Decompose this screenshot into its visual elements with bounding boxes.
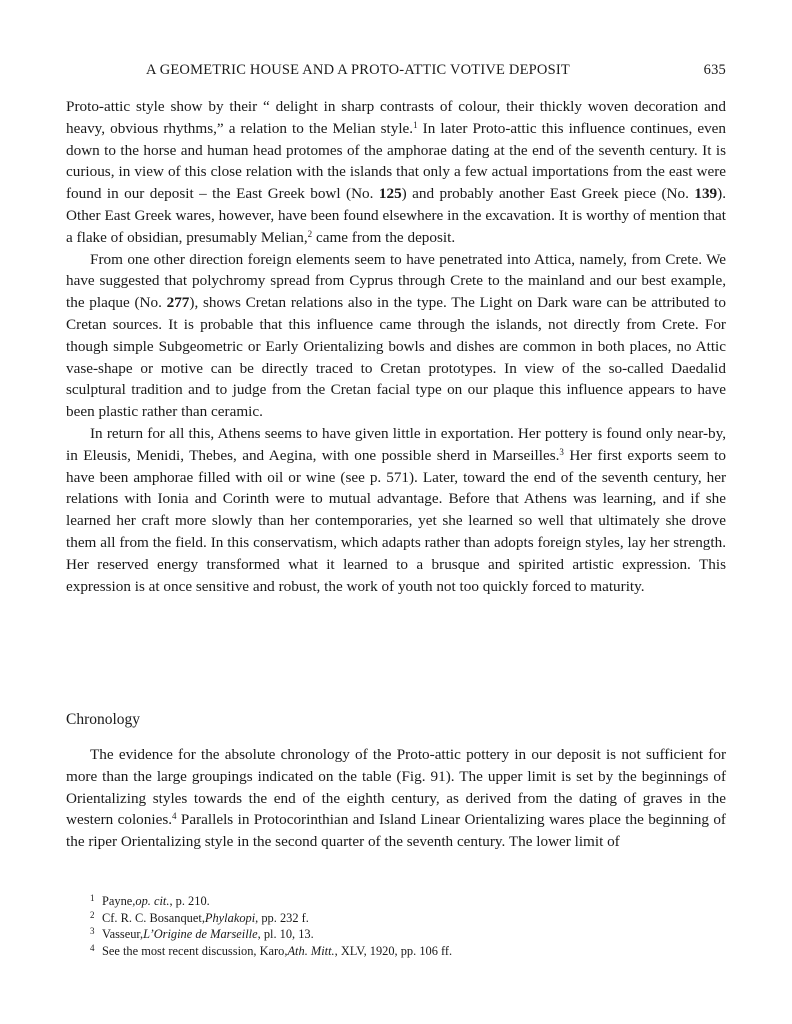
text-run: Her first exports seem to have been amphorae filled with oil or wine (see p. 571). Later, toward the end of the seventh century, her relations with Ionia and Corinth were to mutual advantage. Before that Athens was learning, and if she learned her craft more slowly than her contemporaries, yet she learned so well that ultimately she drove them all from the field. In this conservatism, which adapts rather than adopts foreign styles, lay her strength. Her reserved energy transformed what it learned to a brusque and spirited artistic expression. This expression is at once sensitive and robust, the work of youth not too quickly forced to maturity. [66, 446, 726, 595]
paragraph-2 [66, 249, 726, 423]
text-run: , p. 210. [169, 894, 210, 908]
text-run: , pp. 232 f. [255, 910, 309, 925]
catalogue-number: 277 [166, 294, 190, 312]
italic-title: L’Origine de Marseille [143, 927, 258, 942]
footnote-ref: 1 [413, 119, 418, 130]
text-run: See the most recent discussion, Karo, [102, 943, 288, 958]
paragraph-4 [66, 744, 726, 853]
footnote [90, 926, 730, 943]
body-text-continued [66, 744, 726, 853]
text-run: The evidence for the absolute chronology of the Proto-attic pottery in our deposit is not sufficient for more than the large groupings indicated on the table (Fig. 91). The upper limit is set by the beginnings of Orientalizing styles towards the end of the eighth century, as derived from the dating of graves in the western colonies. [66, 746, 726, 829]
text-run: ), shows Cretan relations also in the type. The Light on Dark ware can be attributed to Cretan sources. It is probable that this influence came through the islands, not directly from Crete. For though simple Subgeometric or Early Orientalizing bowls and dishes are common in both places, no Attic vase-shape or motive can be directly traced to Cretan prototypes. In view of the so-called Daedalid sculptural tradition and to judge from the Cretan facial type on our plaque this influence appears to have been plastic rather than ceramic. [66, 294, 726, 421]
italic-title: Phylakopi [204, 910, 256, 925]
text-run: , XLV, 1920, pp. 106 ff. [334, 943, 453, 958]
catalogue-number: 139 [694, 185, 718, 203]
text-run: Payne, [102, 894, 136, 908]
text-run: ) and probably another East Greek piece (No. [401, 185, 695, 203]
page-number: 635 [703, 62, 726, 78]
footnote-mark: 2 [90, 909, 95, 920]
text-run: Cf. R. C. Bosanquet, [102, 910, 205, 925]
italic-title: op. cit. [135, 894, 170, 908]
footnote [90, 893, 730, 910]
running-head [66, 62, 726, 84]
paragraph-3 [66, 423, 726, 597]
footnote [90, 910, 730, 927]
text-run: In return for all this, Athens seems to have given little in exportation. Her pottery is found only near-by, in Eleusis, Menidi, Thebes, and Aegina, with one possible sherd in Marseilles. [66, 424, 726, 464]
footnote-ref: 2 [307, 228, 313, 239]
text-run: From one other direction foreign elements seem to have penetrated into Attica, namely, from Crete. We have suggested that polychromy spread from Cyprus through Crete to the mainland and our best example, the plaque (No. [66, 250, 726, 312]
text-run: Parallels in Protocorinthian and Island Linear Orientalizing wares place the beginning of the riper Orientalizing style in the second quarter of the seventh century. The lower limit of [66, 811, 726, 851]
footnote-mark: 1 [90, 893, 95, 903]
footnote-ref: 3 [559, 446, 564, 457]
footnote-mark: 4 [90, 942, 95, 953]
running-title: A GEOMETRIC HOUSE AND A PROTO-ATTIC VOTIVE DEPOSIT [146, 62, 570, 78]
paragraph-1 [66, 96, 726, 249]
text-run: Proto-attic style show by their “ delight in sharp contrasts of colour, their thickly woven decoration and heavy, obvious rhythms,” a relation to the Melian style. [66, 98, 726, 137]
footnote [90, 943, 730, 960]
footnote-mark: 3 [90, 926, 95, 937]
text-run: ). Other East Greek wares, however, have been found elsewhere in the excavation. It is worthy of mention that a flake of obsidian, presumably Melian, [66, 185, 726, 246]
footnotes [90, 893, 730, 959]
text-run: , pl. 10, 13. [257, 927, 314, 942]
text-run: In later Proto-attic this influence continues, even down to the horse and human head protomes of the amphorae dating at the end of the seventh century. It is curious, in view of this close relation with the islands that only a few actual importations from the east were found in our deposit – the East Greek bowl (No. [66, 119, 726, 203]
catalogue-number: 125 [378, 185, 402, 203]
italic-title: Ath. Mitt. [287, 943, 335, 958]
text-run: came from the deposit. [312, 228, 456, 246]
section-heading: Chronology [66, 711, 141, 728]
footnote-ref: 4 [172, 811, 177, 822]
text-run: Vasseur, [102, 927, 144, 942]
body-text [66, 96, 726, 597]
